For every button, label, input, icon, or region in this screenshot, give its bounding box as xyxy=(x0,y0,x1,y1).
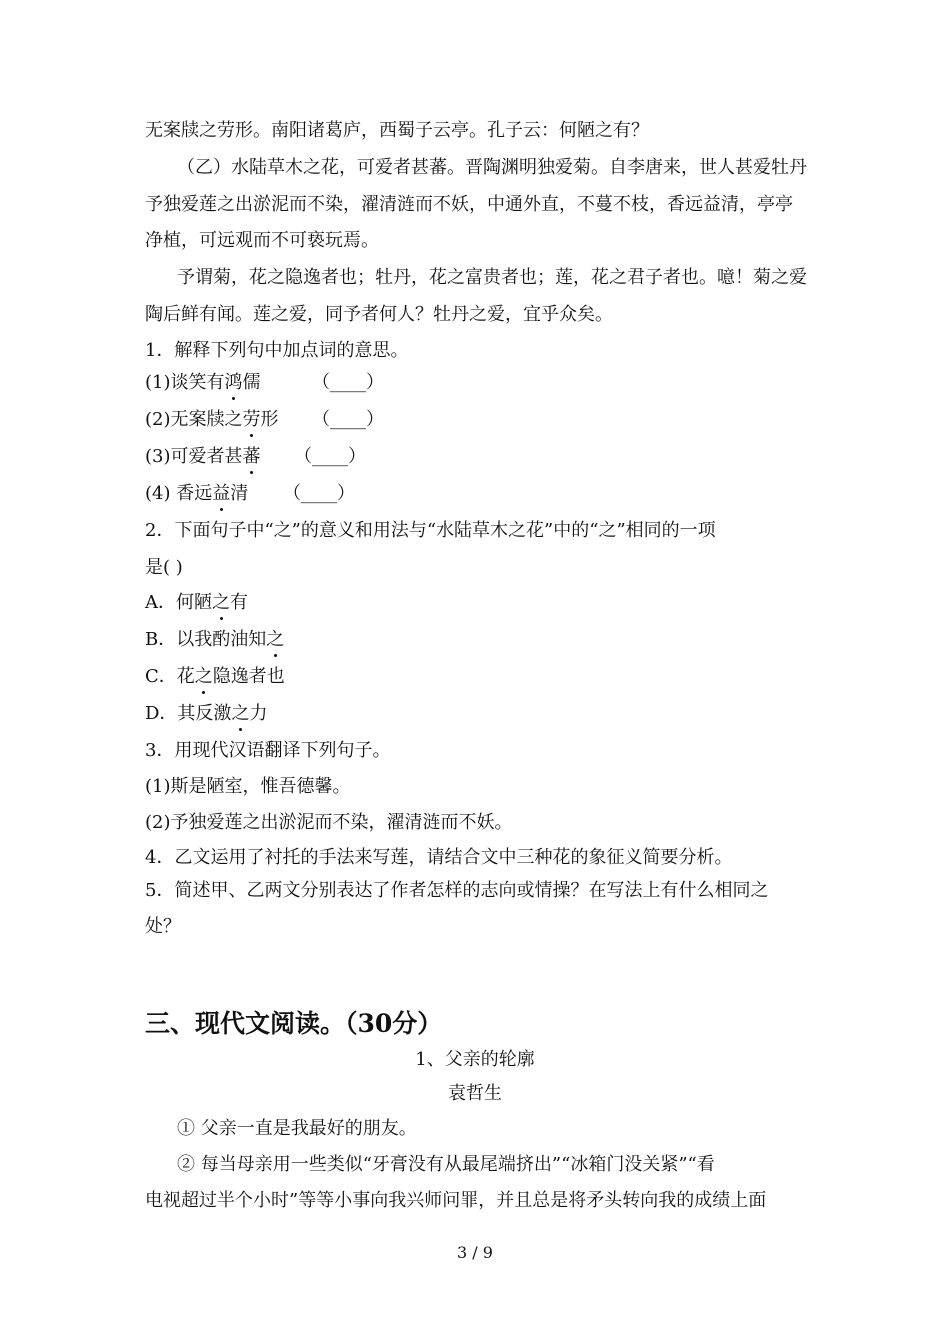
q1-item: (3)可爱者甚蕃 xyxy=(145,446,261,467)
question-5-prompt-cont: 处？ xyxy=(145,916,181,937)
question-1-prompt: 1．解释下列句中加点词的意思。 xyxy=(145,340,409,361)
question-3-item: (2)予独爱莲之出淤泥而不染，濯清涟而不妖。 xyxy=(145,812,513,833)
article-title: 1、父亲的轮廓 xyxy=(415,1049,535,1070)
dotted-word: 蕃 xyxy=(242,446,261,467)
question-2-prompt: 2．下面句子中“之”的意义和用法与“水陆草木之花”中的“之”相同的一项 xyxy=(145,520,716,541)
article-author: 袁哲生 xyxy=(448,1083,502,1104)
passage-line: 予独爱莲之出淤泥而不染，濯清涟而不妖，中通外直，不蔓不枝，香远益清，亭亭 xyxy=(145,194,793,215)
answer-blank[interactable]: （____） xyxy=(312,409,384,430)
passage-line: 无案牍之劳形。南阳诸葛庐，西蜀子云亭。孔子云：何陋之有？ xyxy=(145,120,649,141)
passage-line: 净植，可远观而不可亵玩焉。 xyxy=(145,230,379,251)
question-3-prompt: 3．用现代汉语翻译下列句子。 xyxy=(145,740,391,761)
dotted-word: 之 xyxy=(212,592,230,613)
section-heading: 三、现代文阅读。（30分） xyxy=(145,1009,443,1038)
article-paragraph: ② 每当母亲用一些类似“牙膏没有从最尾端挤出”“冰箱门没关紧”“看 xyxy=(177,1154,715,1175)
answer-blank[interactable]: （____） xyxy=(294,446,366,467)
question-3-item: (1)斯是陋室，惟吾德馨。 xyxy=(145,776,351,797)
article-paragraph: ① 父亲一直是我最好的朋友。 xyxy=(177,1118,417,1139)
dotted-word: 之 xyxy=(266,629,285,650)
answer-blank[interactable]: （____） xyxy=(312,372,384,393)
q1-item: (1)谈笑有鸿儒 xyxy=(145,372,261,393)
q1-item: (4) 香远益清 xyxy=(145,483,249,504)
passage-line: 陶后鲜有闻。莲之爱，同予者何人？牡丹之爱，宜乎众矣。 xyxy=(145,304,613,325)
dotted-word: 鸿 xyxy=(224,372,243,393)
q1-item: (2)无案牍之劳形 xyxy=(145,409,279,430)
dotted-word: 之 xyxy=(194,666,213,687)
article-paragraph: 电视超过半个小时”等等小事向我兴师问罪，并且总是将矛头转向我的成绩上面 xyxy=(145,1190,767,1211)
answer-blank[interactable]: （____） xyxy=(283,483,355,504)
dotted-word: 益 xyxy=(212,483,231,504)
passage-line: 予谓菊，花之隐逸者也；牡丹，花之富贵者也；莲，花之君子者也。噫！菊之爱 xyxy=(177,267,807,288)
question-5-prompt: 5．简述甲、乙两文分别表达了作者怎样的志向或情操？在写法上有什么相同之 xyxy=(145,880,769,901)
q2-option-d[interactable]: D．其反激之力 xyxy=(145,703,268,724)
page-number: 3 / 9 xyxy=(457,1243,493,1262)
question-4-prompt: 4．乙文运用了衬托的手法来写莲，请结合文中三种花的象征义简要分析。 xyxy=(145,847,733,868)
q2-option-a[interactable]: A．何陋之有 xyxy=(145,592,248,613)
question-2-prompt-cont: 是( ) xyxy=(145,557,183,578)
dotted-word: 劳 xyxy=(242,409,261,430)
q2-option-b[interactable]: B．以我酌油知之 xyxy=(145,629,285,650)
q2-option-c[interactable]: C．花之隐逸者也 xyxy=(145,666,285,687)
passage-line: （乙）水陆草木之花，可爱者甚蕃。晋陶渊明独爱菊。自李唐来，世人甚爱牡丹 xyxy=(177,157,807,178)
dotted-word: 之 xyxy=(231,703,250,724)
